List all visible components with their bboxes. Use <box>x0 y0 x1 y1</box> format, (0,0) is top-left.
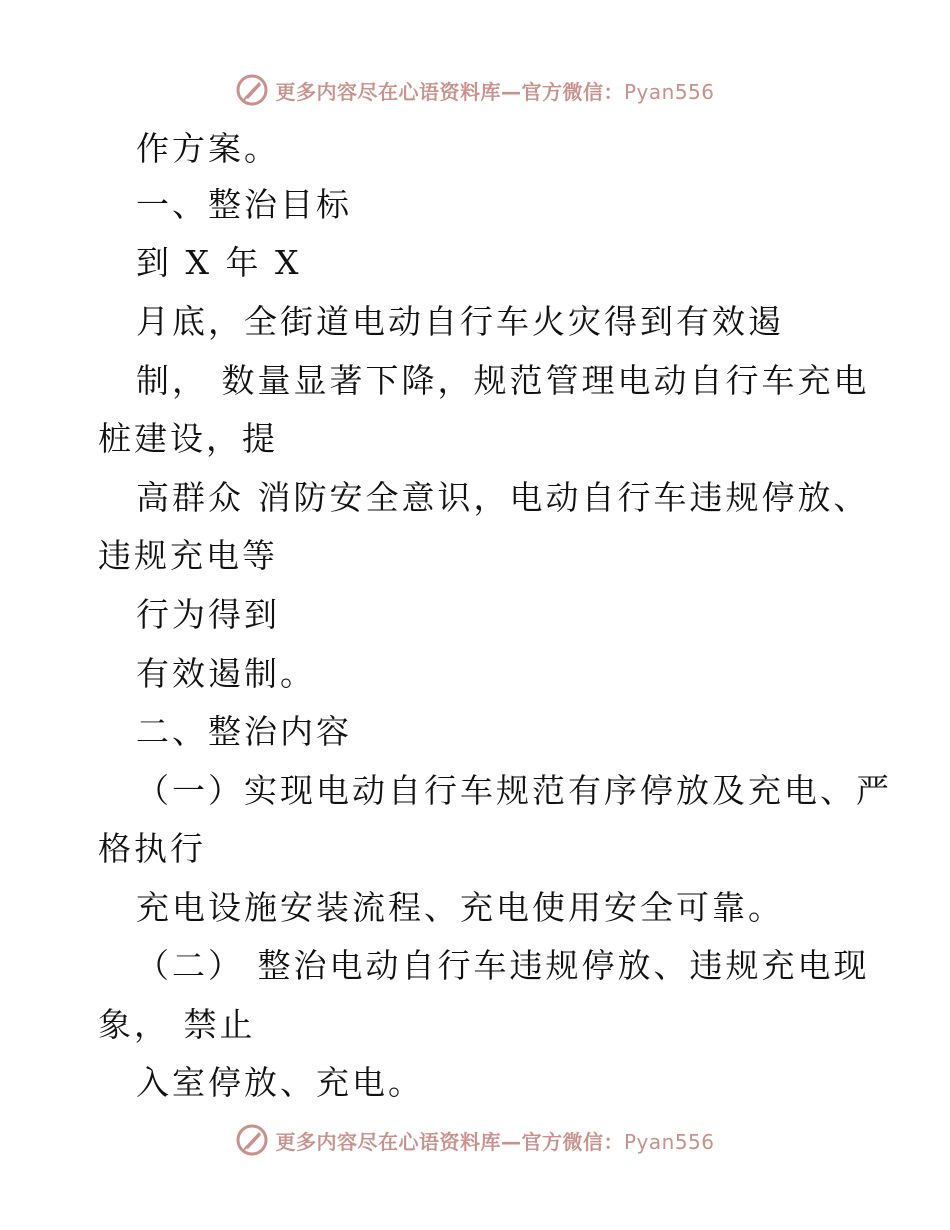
wechat-id: Pyan556 <box>623 79 715 104</box>
body-line: （一）实现电动自行车规范有序停放及充电、严 <box>136 771 892 810</box>
quill-pen-logo-icon <box>235 1123 269 1157</box>
watermark-text: 更多内容尽在心语资料库—官方微信：Pyan556 <box>275 1129 715 1154</box>
body-line: 入室停放、充电。 <box>136 1063 424 1102</box>
header-watermark <box>0 70 950 110</box>
body-line: 行为得到 <box>136 595 280 634</box>
body-line: 桩建设，提 <box>98 419 278 458</box>
section-heading: 一、整治目标 <box>136 185 352 224</box>
body-line: 制， 数量显著下降，规范管理电动自行车充电 <box>136 361 870 400</box>
body-line: （二） 整治电动自行车违规停放、违规充电现 <box>136 946 870 985</box>
body-line: 违规充电等 <box>98 536 278 575</box>
body-line: 到 X 年 X <box>136 243 302 282</box>
body-line: 月底，全街道电动自行车火灾得到有效遏 <box>136 302 784 341</box>
body-line: 高群众 消防安全意识，电动自行车违规停放、 <box>136 478 870 517</box>
body-line: 有效遏制。 <box>136 654 316 693</box>
watermark-text: 更多内容尽在心语资料库—官方微信：Pyan556 <box>275 79 715 104</box>
body-line: 充电设施安装流程、充电使用安全可靠。 <box>136 888 784 927</box>
quill-pen-logo-icon <box>235 73 269 107</box>
body-line: 格执行 <box>98 829 206 868</box>
body-line: 象， 禁止 <box>98 1005 256 1044</box>
footer-watermark <box>0 1120 950 1160</box>
section-heading: 二、整治内容 <box>136 712 352 751</box>
wechat-id: Pyan556 <box>623 1129 715 1154</box>
body-line: 作方案。 <box>136 129 280 168</box>
